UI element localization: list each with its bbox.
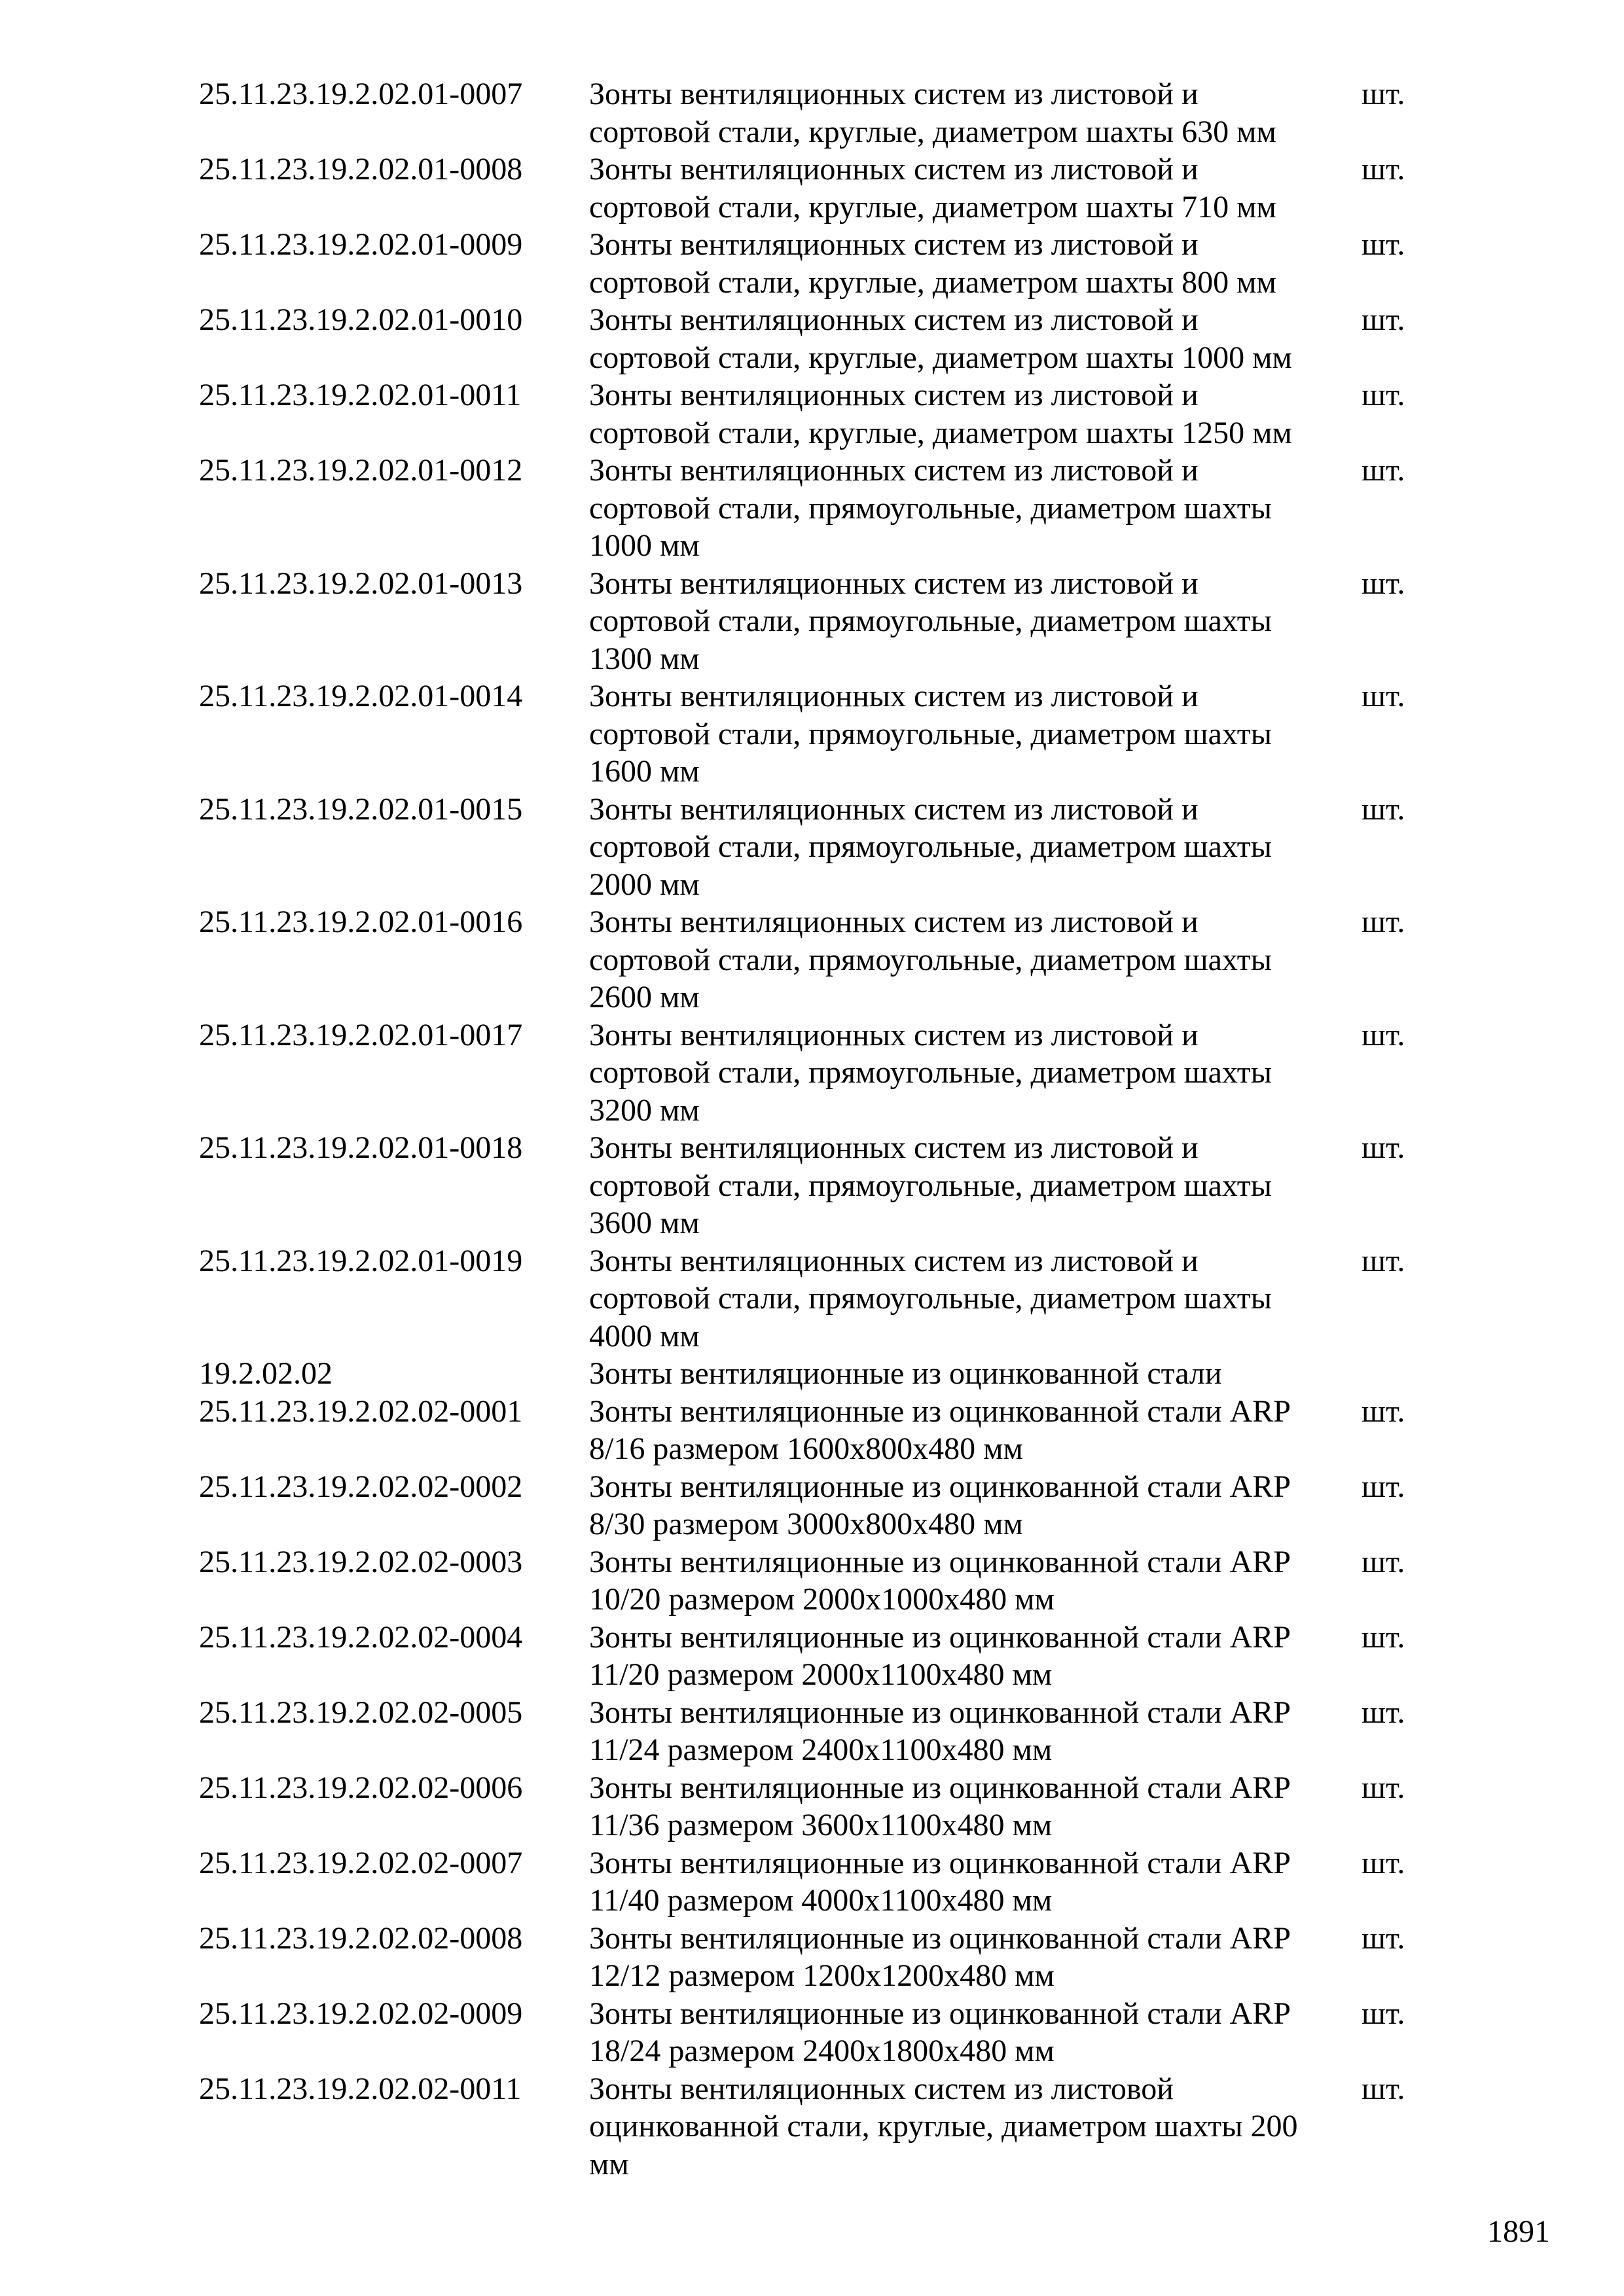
item-unit: шт. [1362,1845,1405,1880]
table-row [0,75,1624,151]
item-code: 25.11.23.19.2.02.02-0003 [199,1544,523,1579]
item-unit: шт. [1362,227,1405,262]
item-description: Зонты вентиляционных систем из листовой и сортовой стали, прямоугольные, диаметром шахты 3200 мм [589,1017,1272,1128]
table-row [0,903,1624,1016]
item-code: 25.11.23.19.2.02.02-0002 [199,1469,523,1504]
table-row [0,1393,1624,1468]
item-unit: шт. [1362,1017,1405,1052]
item-description: Зонты вентиляционных систем из листовой и сортовой стали, круглые, диаметром шахты 1000 мм [589,302,1292,375]
item-unit: шт. [1362,1619,1405,1655]
document-page [0,75,1624,2183]
item-code: 25.11.23.19.2.02.01-0009 [199,227,523,262]
item-code: 25.11.23.19.2.02.02-0007 [199,1845,523,1880]
item-code: 25.11.23.19.2.02.02-0008 [199,1920,523,1956]
item-code: 25.11.23.19.2.02.01-0013 [199,565,523,601]
table-row [0,1920,1624,1995]
item-unit: шт. [1362,1920,1405,1956]
table-row [0,677,1624,791]
item-unit: шт. [1362,152,1405,187]
table-row [0,1468,1624,1543]
table-row [0,1242,1624,1355]
item-description: Зонты вентиляционных систем из листовой и сортовой стали, круглые, диаметром шахты 800 мм [589,227,1276,300]
table-row [0,791,1624,904]
item-unit: шт. [1362,1130,1405,1165]
item-unit: шт. [1362,905,1405,939]
item-description: Зонты вентиляционные из оцинкованной стали ARP 8/16 размером 1600х800х480 мм [589,1393,1291,1466]
item-code: 25.11.23.19.2.02.01-0014 [199,679,523,713]
table-row [0,1129,1624,1242]
table-row [0,2070,1624,2183]
item-unit: шт. [1362,1695,1405,1730]
item-code: 25.11.23.19.2.02.02-0004 [199,1619,523,1655]
table-row [0,1016,1624,1130]
item-description: Зонты вентиляционные из оцинкованной стали ARP 11/40 размером 4000х1100х480 мм [589,1845,1291,1918]
item-unit: шт. [1362,1770,1405,1805]
table-row [0,1619,1624,1694]
table-row [0,452,1624,565]
table-row [0,1543,1624,1619]
table-row [0,1995,1624,2070]
item-unit: шт. [1362,378,1405,412]
item-code: 25.11.23.19.2.02.01-0010 [199,302,523,337]
table-row [0,1844,1624,1920]
section-heading-row [0,1355,1624,1393]
item-code: 25.11.23.19.2.02.02-0005 [199,1695,523,1730]
item-description: Зонты вентиляционных систем из листовой и сортовой стали, круглые, диаметром шахты 1250 мм [589,378,1292,450]
item-unit: шт. [1362,77,1405,111]
item-code: 25.11.23.19.2.02.01-0011 [199,378,522,412]
item-code: 25.11.23.19.2.02.01-0012 [199,453,523,488]
item-code: 25.11.23.19.2.02.01-0016 [199,905,523,939]
item-description: Зонты вентиляционных систем из листовой и сортовой стали, круглые, диаметром шахты 710 мм [589,152,1276,224]
table-row [0,226,1624,301]
item-code: 25.11.23.19.2.02.02-0001 [199,1393,523,1429]
table-row [0,1694,1624,1769]
item-description: Зонты вентиляционных систем из листовой оцинкованной стали, круглые, диаметром шахты 200 мм [589,2071,1298,2181]
item-description: Зонты вентиляционных систем из листовой и сортовой стали, прямоугольные, диаметром шахты 1600 мм [589,679,1272,789]
item-code: 25.11.23.19.2.02.01-0008 [199,152,523,187]
item-code: 25.11.23.19.2.02.01-0019 [199,1243,523,1278]
item-description: Зонты вентиляционных систем из листовой и сортовой стали, круглые, диаметром шахты 630 мм [589,77,1276,149]
item-unit: шт. [1362,1469,1405,1504]
item-unit: шт. [1362,1393,1405,1429]
item-code: 25.11.23.19.2.02.02-0006 [199,1770,523,1805]
item-description: Зонты вентиляционные из оцинкованной стали ARP 12/12 размером 1200х1200х480 мм [589,1920,1291,1993]
item-unit: шт. [1362,2071,1405,2106]
item-description: Зонты вентиляционные из оцинкованной стали ARP 8/30 размером 3000х800х480 мм [589,1469,1291,1541]
item-unit: шт. [1362,679,1405,713]
item-code: 25.11.23.19.2.02.01-0015 [199,791,523,827]
item-unit: шт. [1362,1243,1405,1278]
page-number: 1891 [1487,2214,1550,2249]
table-row [0,301,1624,376]
item-description: Зонты вентиляционные из оцинкованной стали ARP 11/36 размером 3600х1100х480 мм [589,1770,1291,1842]
table-row [0,1769,1624,1844]
item-description: Зонты вентиляционных систем из листовой и сортовой стали, прямоугольные, диаметром шахты 1300 мм [589,565,1272,676]
item-code: 25.11.23.19.2.02.02-0009 [199,1996,523,2031]
item-unit: шт. [1362,1996,1405,2031]
item-code: 25.11.23.19.2.02.01-0007 [199,77,523,111]
section-code: 19.2.02.02 [199,1356,333,1391]
item-description: Зонты вентиляционных систем из листовой и сортовой стали, прямоугольные, диаметром шахты 4000 мм [589,1243,1272,1354]
item-description: Зонты вентиляционные из оцинкованной стали ARP 18/24 размером 2400х1800х480 мм [589,1996,1291,2068]
item-unit: шт. [1362,453,1405,488]
section-title: Зонты вентиляционные из оцинкованной стали [589,1356,1222,1391]
catalog-table [0,75,1624,2183]
item-unit: шт. [1362,1544,1405,1579]
item-description: Зонты вентиляционных систем из листовой и сортовой стали, прямоугольные, диаметром шахты 2600 мм [589,905,1272,1014]
item-code: 25.11.23.19.2.02.01-0017 [199,1017,523,1052]
item-description: Зонты вентиляционные из оцинкованной стали ARP 10/20 размером 2000х1000х480 мм [589,1544,1291,1617]
item-description: Зонты вентиляционных систем из листовой и сортовой стали, прямоугольные, диаметром шахты 2000 мм [589,791,1272,902]
table-row [0,151,1624,226]
table-row [0,376,1624,452]
item-description: Зонты вентиляционных систем из листовой и сортовой стали, прямоугольные, диаметром шахты 1000 мм [589,453,1272,563]
table-row [0,565,1624,678]
item-description: Зонты вентиляционные из оцинкованной стали ARP 11/20 размером 2000х1100х480 мм [589,1619,1291,1692]
item-code: 25.11.23.19.2.02.01-0018 [199,1130,523,1165]
item-unit: шт. [1362,791,1405,827]
item-description: Зонты вентиляционных систем из листовой и сортовой стали, прямоугольные, диаметром шахты 3600 мм [589,1130,1272,1240]
item-code: 25.11.23.19.2.02.02-0011 [199,2071,522,2106]
item-unit: шт. [1362,302,1405,337]
item-unit: шт. [1362,565,1405,601]
item-description: Зонты вентиляционные из оцинкованной стали ARP 11/24 размером 2400х1100х480 мм [589,1695,1291,1767]
